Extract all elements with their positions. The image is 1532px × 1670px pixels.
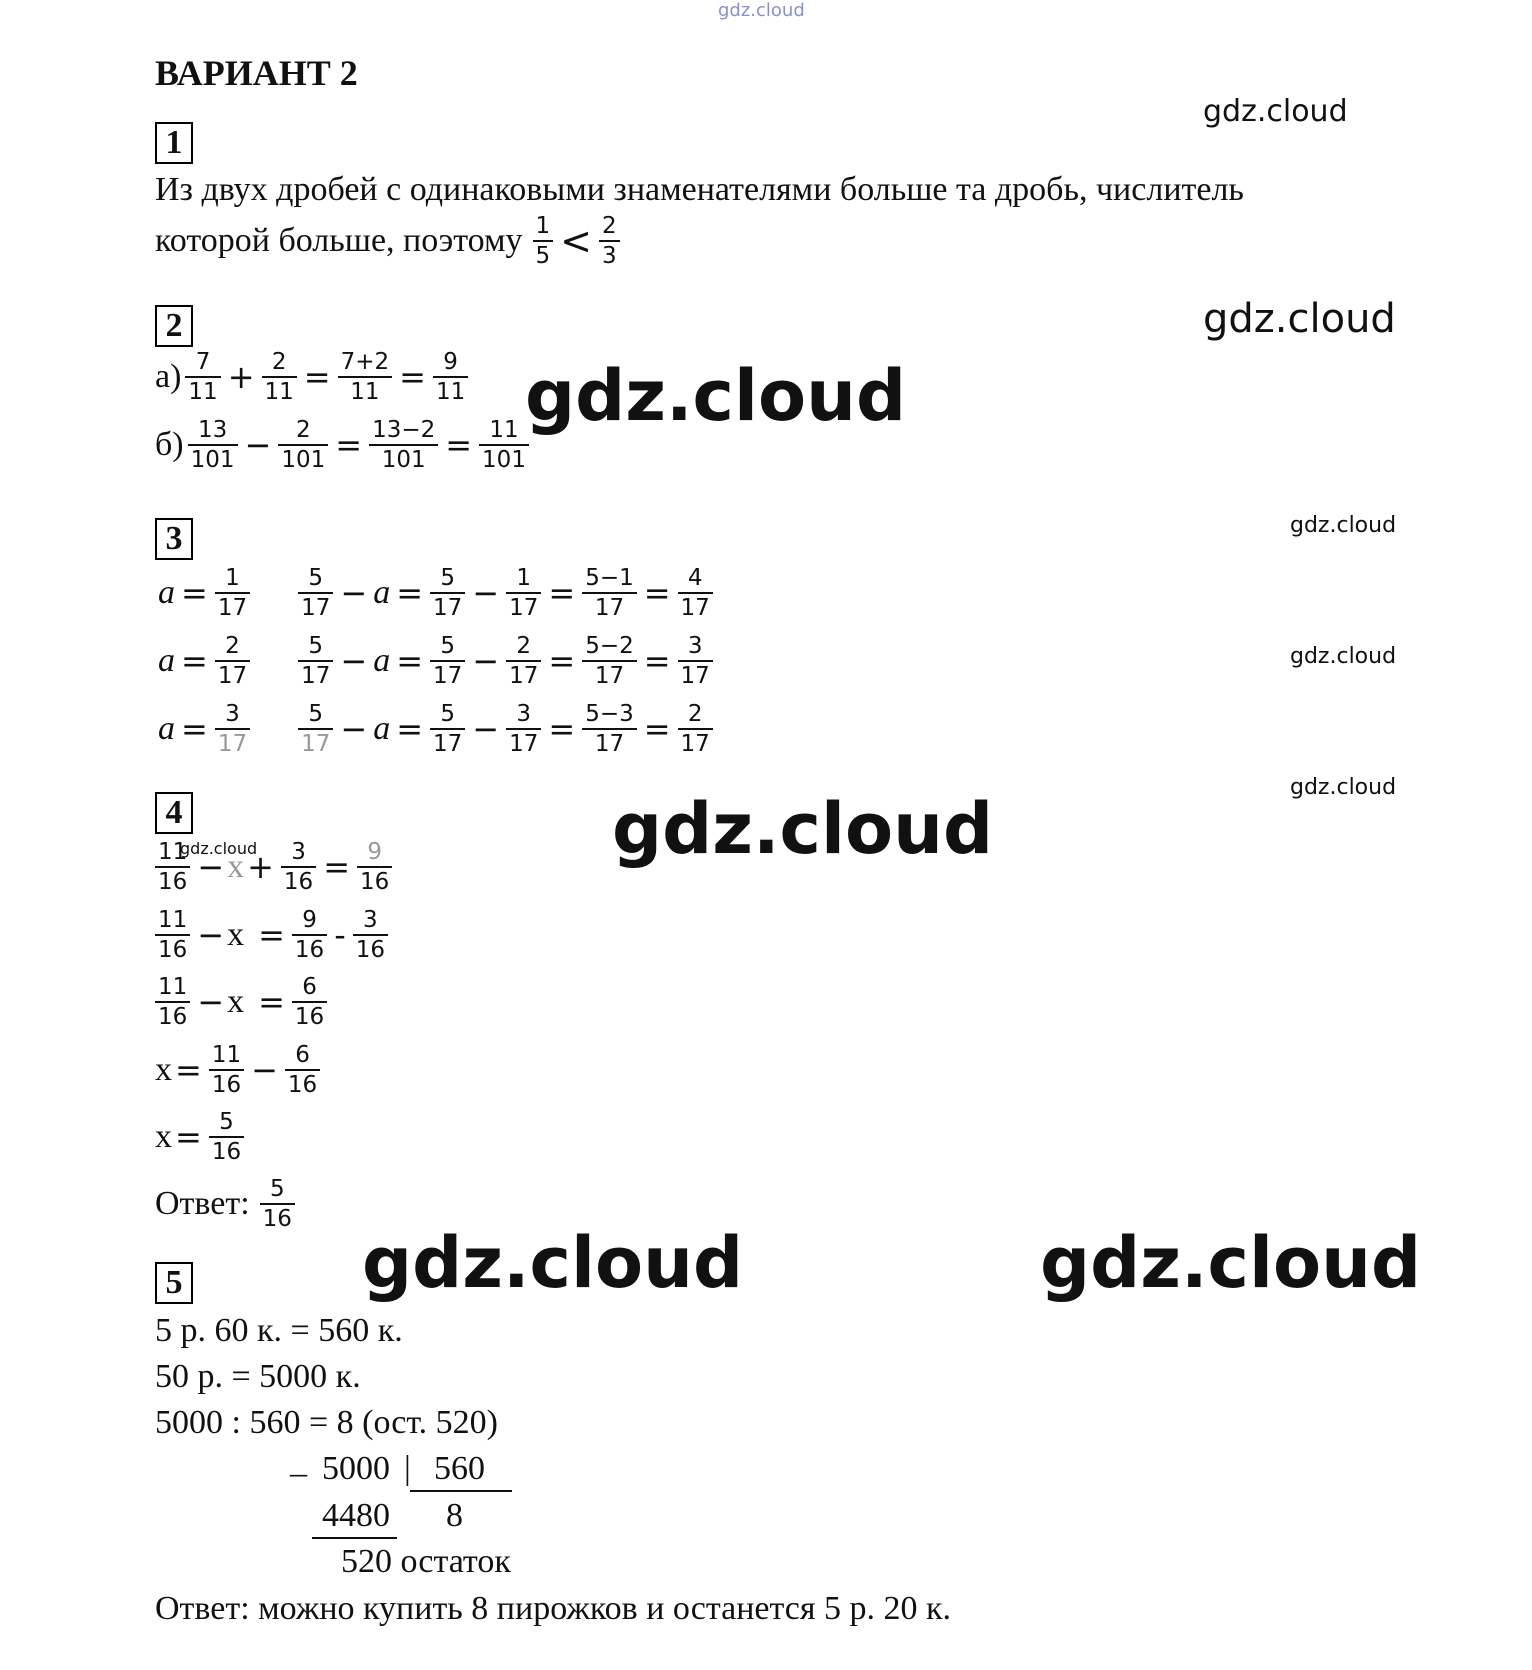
task1-text-line1: Из двух дробей с одинаковыми знаменателями больше та дробь, числитель <box>155 171 1244 208</box>
division-product: 4480 <box>322 1497 390 1534</box>
fraction: $\frac{6}{16}$ <box>292 973 327 1031</box>
equals-sign: = <box>303 358 331 396</box>
fraction: $\frac{13-2}{101}$ <box>369 416 438 474</box>
fraction: $\frac{3}{16}$ <box>281 838 316 896</box>
page-title: ВАРИАНТ 2 <box>155 53 358 93</box>
task-number-4: 4 <box>155 792 193 834</box>
fraction: $\frac{2}{17}$ <box>215 632 250 690</box>
task5-line2: 50 р. = 5000 к. <box>155 1358 361 1395</box>
fraction: $\frac{9}{16}$ <box>292 906 327 964</box>
fraction: $\frac{11}{16}$ <box>155 838 190 896</box>
division-divisor: 560 <box>434 1450 485 1487</box>
task4-answer <box>155 1175 299 1233</box>
fraction: $\frac{2}{101}$ <box>278 416 328 474</box>
fraction: $\frac{11}{16}$ <box>155 973 190 1031</box>
watermark: gdz.cloud <box>1290 775 1397 800</box>
watermark: gdz.cloud <box>1203 296 1396 342</box>
fraction: $\frac{5}{17}$ <box>430 632 465 690</box>
less-than-sign: < <box>560 219 593 263</box>
watermark: gdz.cloud <box>1290 513 1397 538</box>
task2-line-a <box>155 348 472 406</box>
task3-row-2: a = $\frac{2}{17}$ $\frac{5}{17}$ − a = $\frac{5}{17}$ − $\frac{2}{17}$ = $\frac{5-2}{17}$ = $\frac{3}{17}$ <box>155 632 717 690</box>
watermark: gdz.cloud <box>612 788 994 870</box>
fraction: $\frac{5-1}{17}$ <box>582 564 637 622</box>
task1-text-line2: которой больше, поэтому <box>155 222 523 259</box>
fraction: $\frac{1}{17}$ <box>506 564 541 622</box>
watermark: gdz.cloud <box>362 1222 744 1304</box>
fraction: $\frac{5}{17}$ <box>430 700 465 758</box>
task-number-1: 1 <box>155 122 193 164</box>
watermark: gdz.cloud <box>1040 1222 1422 1304</box>
division-minus: _ <box>290 1443 307 1480</box>
task2-line-b <box>155 416 533 474</box>
task-number-2: 2 <box>155 305 193 347</box>
task-number-3: 3 <box>155 518 193 560</box>
item-label: б) <box>155 426 184 463</box>
fraction: $\frac{9}{11}$ <box>433 348 468 406</box>
fraction: $\frac{13}{101}$ <box>188 416 238 474</box>
division-dividend: 5000 <box>322 1450 390 1487</box>
fraction: $\frac{3}{17}$ <box>506 700 541 758</box>
item-label: а) <box>155 358 182 395</box>
fraction: $\frac{2}{3}$ <box>599 212 620 270</box>
task5-line1: 5 р. 60 к. = 560 к. <box>155 1312 403 1349</box>
minus-sign: − <box>244 426 272 464</box>
fraction: $\frac{4}{17}$ <box>678 564 713 622</box>
task-number-5: 5 <box>155 1262 193 1304</box>
fraction: $\frac{6}{16}$ <box>285 1041 320 1099</box>
equals-sign: = <box>445 426 473 464</box>
task3-row-3: a = $\frac{3}{17}$ $\frac{5}{17}$ − a = $\frac{5}{17}$ − $\frac{3}{17}$ = $\frac{5-3}{17}$ = $\frac{2}{17}$ <box>155 700 717 758</box>
task4-line-3: $\frac{11}{16}$ − x = $\frac{6}{16}$ <box>151 973 331 1031</box>
watermark-top: gdz.cloud <box>718 0 805 21</box>
plus-sign: + <box>227 358 255 396</box>
fraction: $\frac{1}{5}$ <box>533 212 554 270</box>
product-underline <box>312 1537 397 1539</box>
divisor-underline <box>410 1490 512 1492</box>
fraction: $\frac{5-2}{17}$ <box>582 632 637 690</box>
fraction: $\frac{5}{17}$ <box>298 564 333 622</box>
division-quotient: 8 <box>446 1497 463 1534</box>
answer-label: Ответ: <box>155 1185 250 1222</box>
division-separator: | <box>404 1450 411 1487</box>
fraction: $\frac{3}{17}$ <box>678 632 713 690</box>
task5-answer: Ответ: можно купить 8 пирожков и останется 5 р. 20 к. <box>155 1590 951 1627</box>
task5-line3: 5000 : 560 = 8 (ост. 520) <box>155 1404 499 1441</box>
division-remainder: 520 остаток <box>341 1543 511 1580</box>
equals-sign: = <box>399 358 426 396</box>
watermark: gdz.cloud <box>1290 644 1397 669</box>
fraction: $\frac{5-3}{17}$ <box>582 700 637 758</box>
watermark: gdz.cloud <box>1203 94 1348 129</box>
fraction: $\frac{11}{101}$ <box>479 416 529 474</box>
fraction: $\frac{2}{17}$ <box>678 700 713 758</box>
watermark: gdz.cloud <box>525 355 907 437</box>
watermark: gdz.cloud <box>180 839 258 858</box>
task1-line2 <box>155 212 624 270</box>
fraction: $\frac{7}{11}$ <box>185 348 220 406</box>
fraction: $\frac{5}{16}$ <box>260 1175 295 1233</box>
fraction: $\frac{5}{17}$ <box>298 700 333 758</box>
fraction: $\frac{11}{16}$ <box>209 1041 244 1099</box>
task4-line-1: $\frac{11}{16}$ − x + $\frac{3}{16}$ = $\frac{9}{16}$ <box>151 838 396 896</box>
task4-line-2: $\frac{11}{16}$ − x = $\frac{9}{16}$ - $\frac{3}{16}$ <box>151 906 392 964</box>
task4-line-4: x = $\frac{11}{16}$ − $\frac{6}{16}$ <box>155 1041 324 1099</box>
fraction: $\frac{3}{17}$ <box>215 700 250 758</box>
fraction: $\frac{7+2}{11}$ <box>338 348 393 406</box>
fraction: $\frac{2}{11}$ <box>262 348 297 406</box>
fraction: $\frac{9}{16}$ <box>357 838 392 896</box>
fraction: $\frac{5}{17}$ <box>430 564 465 622</box>
fraction: $\frac{5}{16}$ <box>209 1108 244 1166</box>
task3-row-1: a = $\frac{1}{17}$ $\frac{5}{17}$ − a = $\frac{5}{17}$ − $\frac{1}{17}$ = $\frac{5-1}{17}$ = $\frac{4}{17}$ <box>155 564 717 622</box>
task4-line-5: x = $\frac{5}{16}$ <box>155 1108 248 1166</box>
fraction: $\frac{5}{17}$ <box>298 632 333 690</box>
fraction: $\frac{11}{16}$ <box>155 906 190 964</box>
fraction: $\frac{1}{17}$ <box>215 564 250 622</box>
fraction: $\frac{2}{17}$ <box>506 632 541 690</box>
fraction: $\frac{3}{16}$ <box>353 906 388 964</box>
equals-sign: = <box>335 426 363 464</box>
